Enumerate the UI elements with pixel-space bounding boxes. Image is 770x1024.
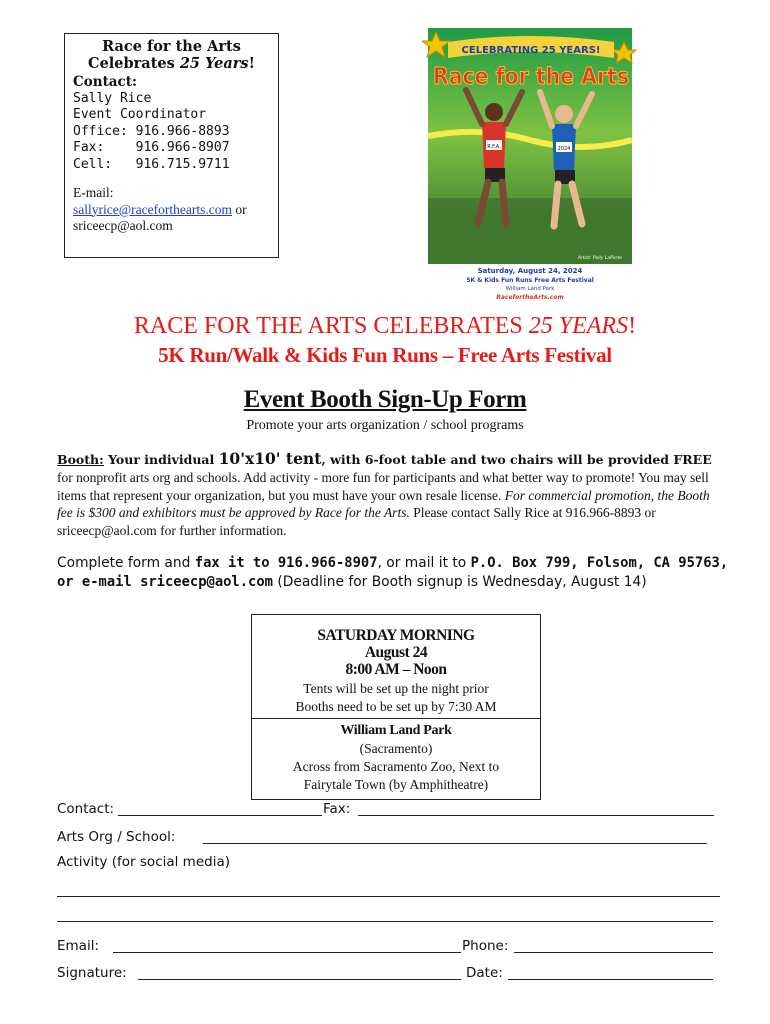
submission-instructions (57, 554, 747, 592)
form-title: Event Booth Sign-Up Form (243, 386, 527, 413)
signature-field-label: Signature: (57, 965, 127, 981)
signature-field[interactable] (138, 979, 461, 980)
event-details-box (251, 614, 541, 800)
poster-events: 5K & Kids Fun Runs Free Arts Festival (466, 277, 594, 284)
fax-number: Fax: 916.966-8907 (73, 140, 230, 155)
title-suffix: ! (248, 55, 255, 72)
poster-banner-text: CELEBRATING 25 YEARS! (461, 45, 601, 56)
contact-box (64, 33, 279, 258)
office-phone: Office: 916.966-8893 (73, 123, 230, 139)
booth-bold1: Your individual (103, 452, 219, 467)
contact-field[interactable] (118, 815, 322, 816)
complete-fax: fax it to 916.966-8907 (194, 555, 378, 571)
event-directions-1: Across from Sacramento Zoo, Next to (292, 759, 500, 774)
booth-text1: for nonprofit arts org and schools. Add activity - more fun for participants and what better way to promote! You may sell items that represent your organization, but you must have your own resale license. (57, 469, 709, 503)
email-field-label: Email: (57, 938, 100, 954)
coordinator-name: Sally Rice (73, 90, 152, 106)
event-time-section (252, 615, 540, 719)
event-city: (Sacramento) (359, 741, 433, 756)
date-field[interactable] (508, 979, 713, 980)
contact-box-title (73, 38, 270, 72)
email-line (73, 202, 270, 219)
poster-date: Saturday, August 24, 2024 (477, 267, 583, 275)
complete-deadline: (Deadline for Booth signup is Wednesday, August 14) (272, 574, 647, 590)
poster-title: Race for the Arts (433, 64, 629, 90)
main-heading-italic: 25 YEARS (528, 313, 629, 339)
coordinator-role: Event Coordinator (73, 107, 207, 122)
activity-field-line-1[interactable] (57, 896, 720, 897)
date-field-label: Date: (466, 965, 503, 981)
event-directions-2: Fairytale Town (by Amphitheatre) (303, 777, 489, 792)
org-field[interactable] (203, 843, 707, 844)
main-heading-suffix: ! (628, 313, 637, 339)
event-note-booths: Booths need to be set up by 7:30 AM (295, 699, 497, 714)
complete-mail: P.O. Box 799, Folsom, CA 95763, or e-mail sriceecp@aol.com (57, 555, 729, 590)
cell-phone: Cell: 916.715.9711 (73, 156, 230, 172)
fax-field-label: Fax: (323, 801, 351, 817)
booth-commercial-note: For commercial promotion, the Booth fee is $300 and exhibitors must be approved by Race for the Arts. (57, 487, 710, 521)
contact-label: Contact: (73, 74, 137, 90)
sub-heading: 5K Run/Walk & Kids Fun Runs – Free Arts Festival (158, 343, 612, 367)
event-note-tents: Tents will be set up the night prior (303, 681, 489, 696)
contact-box-title-line2 (73, 55, 270, 72)
poster-location: William Land Park (505, 286, 555, 292)
booth-text2: Please contact Sally Rice at 916.966-8893 or sriceecp@aol.com for further information. (57, 505, 656, 539)
activity-field-label: Activity (for social media) (57, 854, 230, 870)
event-location-section (252, 722, 540, 794)
complete-t2: , or mail it to (377, 555, 471, 571)
race-poster (422, 28, 638, 304)
event-time: 8:00 AM – Noon (345, 661, 447, 678)
booth-bold2: , with 6-foot table and two chairs will be provided FREE (321, 452, 712, 467)
form-subtitle: Promote your arts organization / school programs (246, 418, 524, 433)
email-field[interactable] (113, 952, 461, 953)
bib-red: R.F.A. (487, 144, 501, 150)
poster-illustration (422, 28, 638, 304)
main-heading (0, 312, 770, 340)
main-heading-prefix: RACE FOR THE ARTS CELEBRATES (133, 313, 529, 339)
poster-website: RacefortheArts.com (496, 294, 564, 301)
booth-size: 10'x10' tent (218, 449, 322, 468)
phone-field-label: Phone: (462, 938, 509, 954)
org-field-label: Arts Org / School: (57, 829, 176, 845)
event-date: August 24 (364, 644, 428, 661)
event-park: William Land Park (340, 723, 452, 738)
email-link[interactable]: sallyrice@raceforthearts.com (73, 201, 232, 217)
booth-description (57, 450, 723, 540)
phone-field[interactable] (514, 952, 713, 953)
contact-field-label: Contact: (57, 801, 115, 817)
complete-t1: Complete form and (57, 555, 195, 571)
booth-label: Booth: (57, 452, 104, 467)
title-prefix: Celebrates (88, 55, 180, 72)
email-label: E-mail: (73, 185, 114, 200)
fax-field[interactable] (358, 815, 714, 816)
title-italic: 25 Years (179, 55, 249, 72)
poster-artist: Artist: Polly LaPorte (577, 256, 622, 261)
contact-box-title-line1: Race for the Arts (102, 38, 241, 55)
event-day: SATURDAY MORNING (317, 627, 475, 644)
bib-blue: 2024 (557, 146, 571, 152)
activity-field-line-2[interactable] (57, 921, 713, 922)
email-or: or (231, 201, 247, 217)
email-secondary: sriceecp@aol.com (73, 218, 173, 233)
